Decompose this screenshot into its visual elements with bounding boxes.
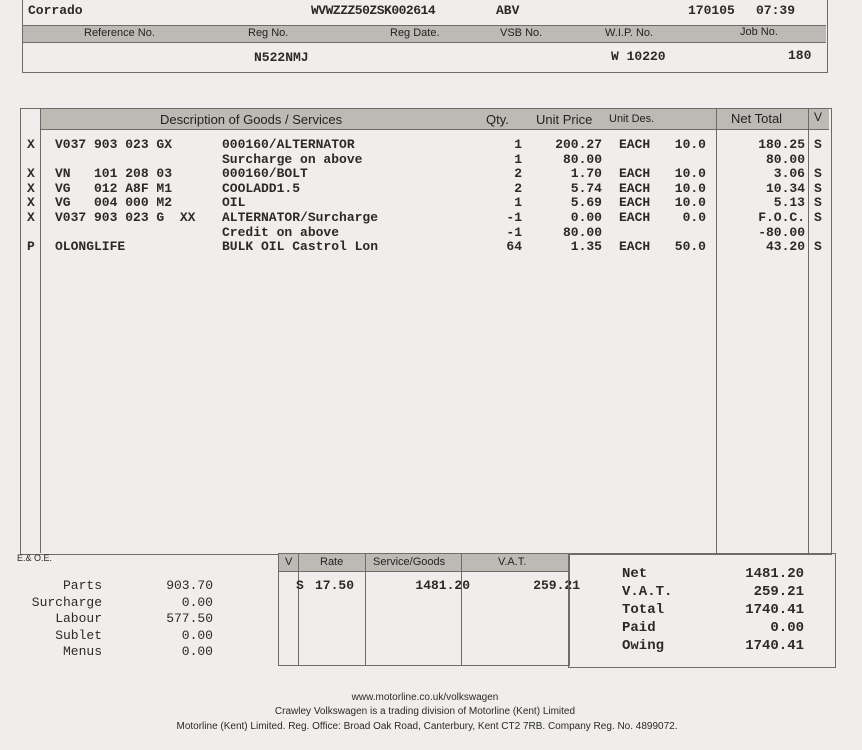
- label-wip-no: W.I.P. No.: [605, 27, 654, 39]
- item-discount: 10.0: [674, 180, 706, 196]
- item-qty: 64: [506, 239, 522, 255]
- item-part-no: V037 903 023 G XX: [55, 210, 196, 225]
- item-discount: 50.0: [674, 239, 706, 255]
- item-qty: 1: [514, 195, 522, 211]
- breakdown-label: Sublet: [55, 627, 102, 643]
- item-part-no: V037 903 023 GX: [55, 137, 173, 152]
- breakdown-label: Surcharge: [31, 594, 102, 610]
- totals-value: 1481.20: [745, 566, 804, 582]
- totals-label: Net: [622, 566, 648, 582]
- footer-website: www.motorline.co.uk/volkswagen: [351, 692, 499, 703]
- item-unit: EACH: [619, 239, 651, 255]
- label-job-no: Job No.: [740, 26, 778, 38]
- print-date: 170105: [688, 3, 735, 18]
- vat-row-vat: 259.21: [533, 578, 580, 593]
- item-description: BULK OIL Castrol Lon: [222, 239, 379, 255]
- reg-no-value: N522NMJ: [254, 50, 309, 65]
- vat-col-divider: [298, 553, 299, 665]
- eoe-label: E.& O.E.: [17, 553, 53, 563]
- item-net-total: 180.25: [758, 137, 805, 152]
- footer-registered-office: Motorline (Kent) Limited. Reg. Office: Broad Oak Road, Canterbury, Kent CT2 7RB. Company Reg. No. 4899072.: [176, 721, 678, 732]
- col-divider-net: [716, 108, 717, 553]
- item-description: Surcharge on above: [222, 151, 363, 167]
- item-description: Credit on above: [222, 224, 340, 240]
- vat-col-divider: [461, 553, 462, 665]
- breakdown-label: Labour: [55, 611, 102, 626]
- item-vat-code: S: [814, 137, 822, 152]
- item-unit-price: 5.74: [570, 180, 602, 196]
- breakdown-label: Parts: [62, 578, 102, 593]
- item-unit-price: 80.00: [562, 151, 602, 167]
- vat-col-divider: [365, 553, 366, 665]
- item-vat-code: S: [814, 180, 822, 196]
- breakdown-value: 0.00: [181, 627, 213, 643]
- item-flag: X: [27, 166, 35, 182]
- item-unit-price: 5.69: [570, 195, 602, 211]
- vehicle-model: Corrado: [28, 3, 83, 18]
- item-net-total: 80.00: [765, 151, 805, 167]
- item-part-no: VN 101 208 03: [55, 166, 173, 182]
- breakdown-value: 0.00: [181, 594, 213, 610]
- item-flag: X: [27, 210, 35, 225]
- item-vat-code: S: [814, 239, 822, 255]
- col-divider-flag: [40, 108, 41, 553]
- item-unit-price: 200.27: [555, 137, 602, 152]
- item-part-no: OLONGLIFE: [55, 239, 126, 255]
- item-part-no: VG 012 A8F M1: [55, 180, 173, 196]
- item-description: OIL: [222, 195, 246, 211]
- item-qty: -1: [506, 224, 522, 240]
- item-discount: 10.0: [674, 195, 706, 211]
- vat-header-vat: V.A.T.: [498, 556, 527, 568]
- totals-value: 1740.41: [745, 602, 804, 618]
- vat-row-goods: 1481.20: [415, 578, 470, 593]
- item-unit: EACH: [619, 195, 651, 211]
- item-unit-price: 0.00: [570, 210, 602, 225]
- engine-code: ABV: [496, 3, 520, 18]
- totals-value: 259.21: [753, 584, 804, 600]
- item-net-total: 43.20: [765, 239, 805, 255]
- header-v: V: [814, 110, 823, 124]
- item-net-total: 3.06: [773, 166, 805, 182]
- item-qty: 2: [514, 166, 522, 182]
- item-discount: 10.0: [674, 137, 706, 152]
- item-unit-price: 80.00: [562, 224, 602, 240]
- vat-header-rate: Rate: [320, 556, 344, 568]
- job-no-value: 180: [788, 48, 812, 63]
- item-qty: -1: [506, 210, 522, 225]
- col-divider-v: [808, 108, 809, 553]
- header-qty: Qty.: [486, 112, 509, 127]
- label-vsb-no: VSB No.: [500, 27, 543, 39]
- item-vat-code: S: [814, 195, 822, 211]
- item-description: ALTERNATOR/Surcharge: [222, 210, 379, 225]
- item-unit-price: 1.70: [570, 166, 602, 182]
- item-description: COOLADD1.5: [222, 180, 301, 196]
- vat-row-rate: 17.50: [315, 578, 355, 593]
- item-unit: EACH: [619, 210, 651, 225]
- print-time: 07:39: [756, 3, 796, 18]
- item-net-total: -80.00: [758, 224, 805, 240]
- item-flag: X: [27, 195, 35, 211]
- item-qty: 1: [514, 137, 522, 152]
- item-flag: X: [27, 180, 35, 196]
- breakdown-label: Menus: [62, 644, 102, 659]
- vin: WVWZZZ50ZSK002614: [311, 3, 436, 18]
- vat-row-code: S: [296, 578, 304, 593]
- header-unit-price: Unit Price: [536, 112, 593, 127]
- item-unit: EACH: [619, 166, 651, 182]
- item-description: 000160/BOLT: [222, 166, 308, 182]
- label-reg-date: Reg Date.: [390, 27, 440, 39]
- item-description: 000160/ALTERNATOR: [222, 137, 355, 152]
- item-flag: P: [27, 239, 35, 255]
- header-net-total: Net Total: [731, 111, 783, 126]
- totals-value: 1740.41: [745, 638, 804, 654]
- vat-header-goods: Service/Goods: [373, 556, 446, 568]
- breakdown-value: 0.00: [181, 644, 213, 659]
- item-unit: EACH: [619, 137, 651, 152]
- item-flag: X: [27, 137, 35, 152]
- breakdown-value: 903.70: [166, 578, 213, 593]
- label-reg-no: Reg No.: [248, 27, 289, 39]
- vat-header-v: V: [285, 556, 293, 568]
- item-discount: 0.0: [682, 210, 706, 225]
- totals-label: Paid: [622, 620, 656, 636]
- item-net-total: 10.34: [765, 180, 805, 196]
- footer-trading-division: Crawley Volkswagen is a trading division of Motorline (Kent) Limited: [274, 706, 576, 717]
- totals-label: V.A.T.: [622, 584, 673, 600]
- item-part-no: VG 004 000 M2: [55, 195, 173, 211]
- wip-no-value: W 10220: [611, 49, 666, 64]
- item-unit-price: 1.35: [570, 239, 602, 255]
- item-vat-code: S: [814, 166, 822, 182]
- item-discount: 10.0: [674, 166, 706, 182]
- item-qty: 2: [514, 180, 522, 196]
- item-unit: EACH: [619, 180, 651, 196]
- item-vat-code: S: [814, 210, 822, 225]
- totals-label: Owing: [622, 638, 665, 654]
- totals-label: Total: [622, 602, 665, 618]
- label-reference-no: Reference No.: [84, 27, 155, 39]
- header-description: Description of Goods / Services: [160, 112, 343, 127]
- item-net-total: F.O.C.: [758, 210, 805, 225]
- item-qty: 1: [514, 151, 522, 167]
- totals-value: 0.00: [770, 620, 804, 636]
- header-unit-des: Unit Des.: [609, 113, 655, 125]
- item-net-total: 5.13: [773, 195, 805, 211]
- breakdown-value: 577.50: [166, 611, 213, 626]
